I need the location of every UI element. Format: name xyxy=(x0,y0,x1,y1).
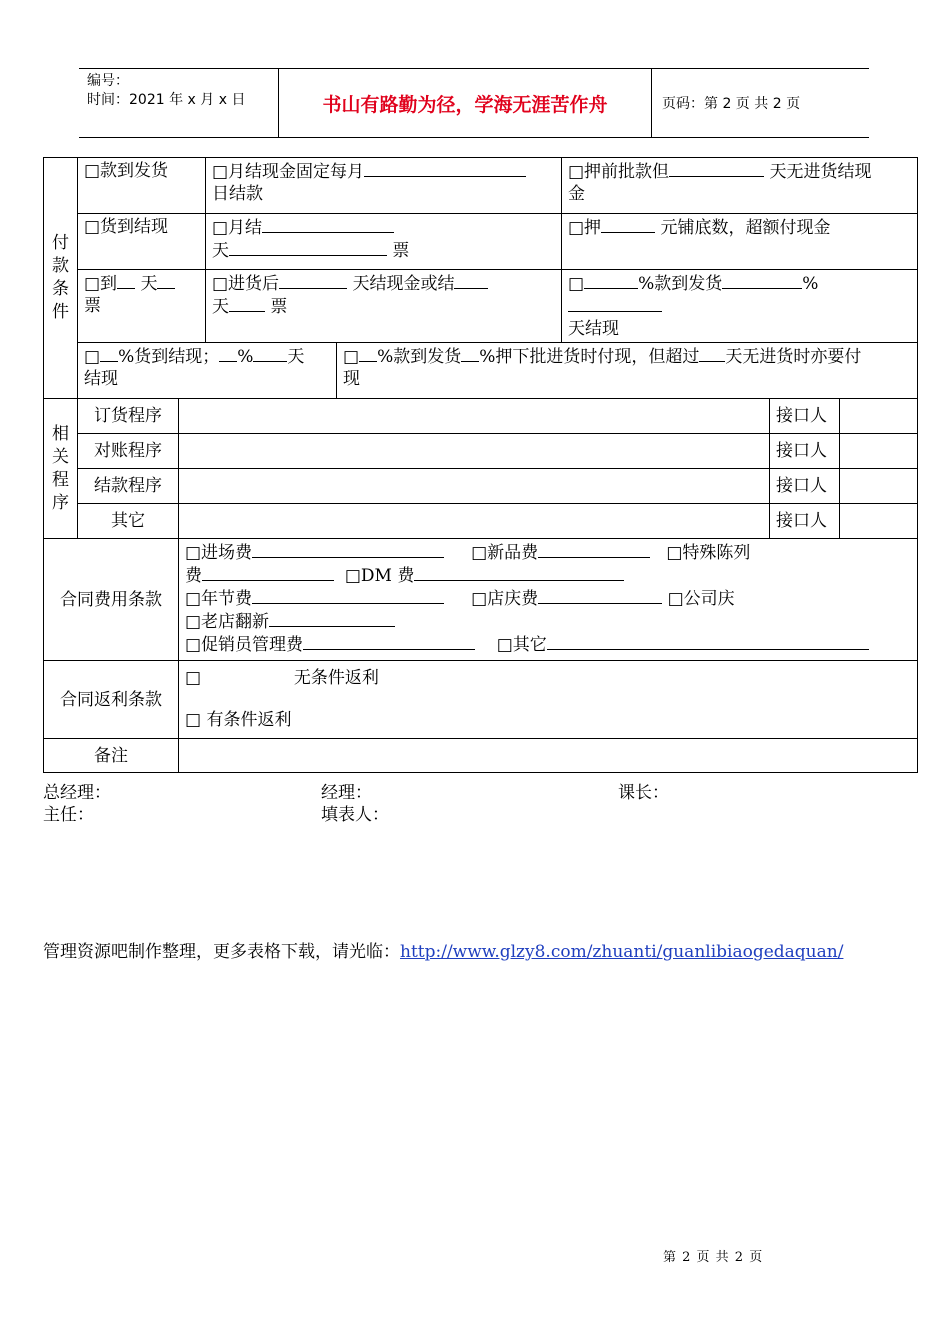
contact-label: 接口人 xyxy=(770,469,840,504)
manager-signature: 经理： xyxy=(321,783,372,803)
procedure-reconcile-label: 对账程序 xyxy=(78,434,179,469)
procedure-settlement-label: 结款程序 xyxy=(78,469,179,504)
contact-label: 接口人 xyxy=(770,504,840,539)
rebate-conditional[interactable]: □ 有条件返利 xyxy=(185,710,292,730)
procedure-reconcile-field[interactable] xyxy=(179,434,770,469)
header-meta xyxy=(79,69,279,137)
gm-signature: 总经理： xyxy=(43,783,111,803)
rebate-options[interactable] xyxy=(179,661,918,739)
contact-field[interactable] xyxy=(840,504,918,539)
procedure-order-label: 订货程序 xyxy=(78,399,179,434)
remarks-heading: 备注 xyxy=(44,739,179,773)
section-chief-signature: 课长： xyxy=(618,783,669,803)
remarks-field[interactable] xyxy=(179,739,918,773)
payment-terms-heading: 付款条件 xyxy=(44,158,78,399)
footer-text: 管理资源吧制作整理，更多表格下载，请光临： xyxy=(43,942,400,962)
procedure-other-label: 其它 xyxy=(78,504,179,539)
payment-option-monthly[interactable]: □月结 天 票 xyxy=(206,214,562,270)
number-label: 编号： xyxy=(87,73,129,89)
footer-download-note xyxy=(43,937,843,962)
rebate-heading: 合同返利条款 xyxy=(44,661,179,739)
contact-field[interactable] xyxy=(840,399,918,434)
page-number: 第 2 页 共 2 页 xyxy=(663,1250,764,1265)
payment-option-percent-deferred[interactable]: □ %款到发货 %押下批进货时付现，但超过 天无进货时亦要付 现 xyxy=(337,343,918,399)
procedures-heading: 相关程序 xyxy=(44,399,78,539)
procedure-other-field[interactable] xyxy=(179,504,770,539)
contract-form-table xyxy=(43,157,918,773)
payment-option-cod[interactable]: □款到发货 xyxy=(78,158,206,214)
payment-option-monthly-fixed[interactable]: □月结现金固定每月 日结款 xyxy=(206,158,562,214)
procedure-settlement-field[interactable] xyxy=(179,469,770,504)
payment-option-deposit-prev[interactable]: □押前批款但 天无进货结现 金 xyxy=(562,158,918,214)
contact-label: 接口人 xyxy=(770,434,840,469)
contact-field[interactable] xyxy=(840,469,918,504)
download-link[interactable]: http://www.glzy8.com/zhuanti/guanlibiaogedaquan/ xyxy=(400,942,844,962)
date-label: 时间：2021 年 x 月 x 日 xyxy=(87,92,246,108)
signature-block xyxy=(43,782,917,826)
payment-option-percent-on-delivery[interactable]: □ %货到结现； % 天 结现 xyxy=(78,343,337,399)
payment-option-days-after[interactable]: □到 天 票 xyxy=(78,270,206,343)
contact-field[interactable] xyxy=(840,434,918,469)
fees-heading: 合同费用条款 xyxy=(44,539,179,661)
header-motto: 书山有路勤为径，学海无涯苦作舟 xyxy=(279,69,652,137)
page-header xyxy=(79,68,869,138)
payment-option-deposit-base[interactable]: □押 元铺底数，超额付现金 xyxy=(562,214,918,270)
contact-label: 接口人 xyxy=(770,399,840,434)
filler-signature: 填表人： xyxy=(321,805,389,825)
supervisor-signature: 主任： xyxy=(43,805,94,825)
rebate-unconditional[interactable]: □ 无条件返利 xyxy=(185,668,379,688)
fees-items[interactable]: □进场费 □新品费 □特殊陈列 费 □DM 费 □年节费 □店庆费 □公司庆 □老店翻新 □促销员管理费 □其它 xyxy=(179,539,918,661)
header-page-info: 页码：第 2 页 共 2 页 xyxy=(662,96,801,112)
payment-option-cash-on-delivery[interactable]: □货到结现 xyxy=(78,214,206,270)
procedure-order-field[interactable] xyxy=(179,399,770,434)
payment-option-percent-prepay[interactable]: □ %款到发货 % 天结现 xyxy=(562,270,918,343)
payment-option-after-stocking[interactable]: □进货后 天结现金或结 天 票 xyxy=(206,270,562,343)
